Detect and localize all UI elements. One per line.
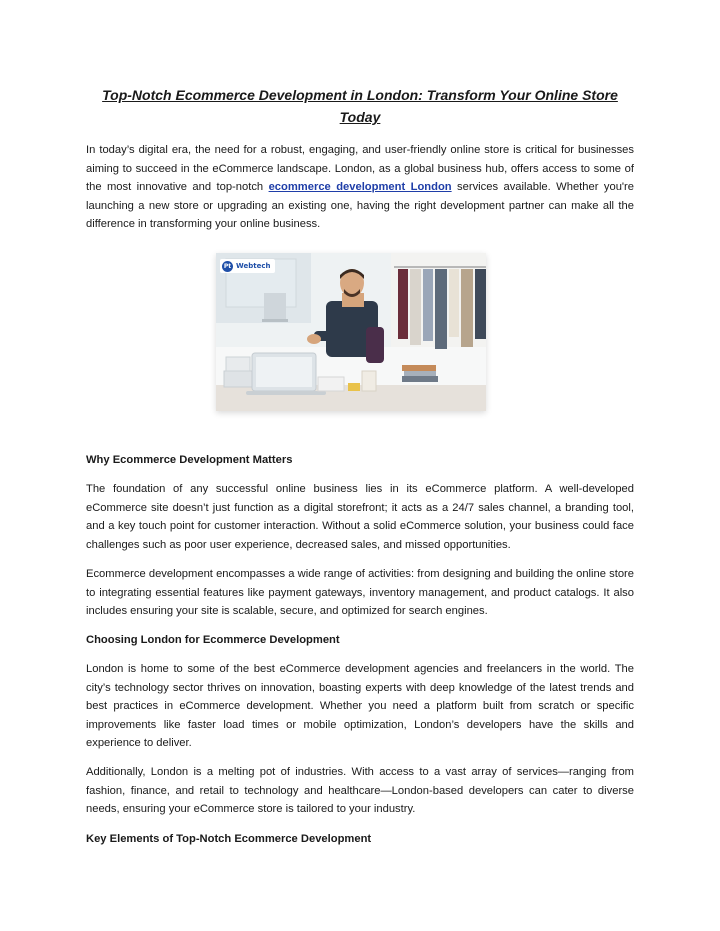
title-line-1: Top-Notch Ecommerce Development in London: Transform Your Online Store: [102, 87, 618, 103]
paragraph-london-2: Additionally, London is a melting pot of industries. With access to a vast array of services—ranging from fashion, finance, and retail to technology and healthcare—London-based developers can cater to diverse needs, ensuring your eCommerce store is tailored to your industry.: [86, 766, 634, 815]
webtech-logo: [220, 259, 275, 273]
section-heading-why-ecommerce: Why Ecommerce Development Matters: [86, 454, 293, 466]
webtech-logo-text: Webtech: [236, 262, 271, 270]
document-title: [86, 84, 634, 128]
hero-image: [216, 253, 486, 411]
office-scene-illustration: [216, 253, 486, 411]
intro-text-before-link: In today’s digital era, the need for a robust, engaging, and user-friendly online store is critical for businesses aiming to succeed in the eCommerce landscape. London, as a global business hub, offers access to some of the most innovative and top-notch: [86, 144, 634, 193]
paragraph-london-1: London is home to some of the best eCommerce development agencies and freelancers in the world. The city’s technology sector thrives on innovation, boasting experts with deep knowledge of the latest trends and best practices in eCommerce development. Whether you need a platform built from scratch or specific improvements like faster load times or mobile optimization, London’s developers have the skills and experience to deliver.: [86, 663, 634, 749]
webtech-logo-icon: Pt: [223, 262, 232, 270]
paragraph-why-2: Ecommerce development encompasses a wide range of activities: from designing and building the online store to integrating essential features like payment gateways, inventory management, and product catalogs. It also includes ensuring your site is scalable, secure, and optimized for search engines.: [86, 568, 634, 617]
intro-paragraph: [86, 141, 634, 234]
section-heading-choosing-london: Choosing London for Ecommerce Development: [86, 634, 340, 646]
paragraph-why-1: The foundation of any successful online business lies in its eCommerce platform. A well-developed eCommerce site doesn’t just function as a digital storefront; it acts as a 24/7 sales channel, a branding tool, and a key touch point for customer interaction. Without a solid eCommerce solution, your business could face challenges such as poor user experience, decreased sales, and missed opportunities.: [86, 483, 634, 551]
section-heading-key-elements: Key Elements of Top-Notch Ecommerce Development: [86, 833, 372, 845]
title-line-2: Today: [339, 109, 381, 125]
intro-text-after-link: services available. Whether you're launching a new store or upgrading an existing one, having the right development partner can make all the difference in transforming your online business.: [86, 181, 634, 230]
ecommerce-development-london-link[interactable]: ecommerce development London: [268, 181, 452, 193]
